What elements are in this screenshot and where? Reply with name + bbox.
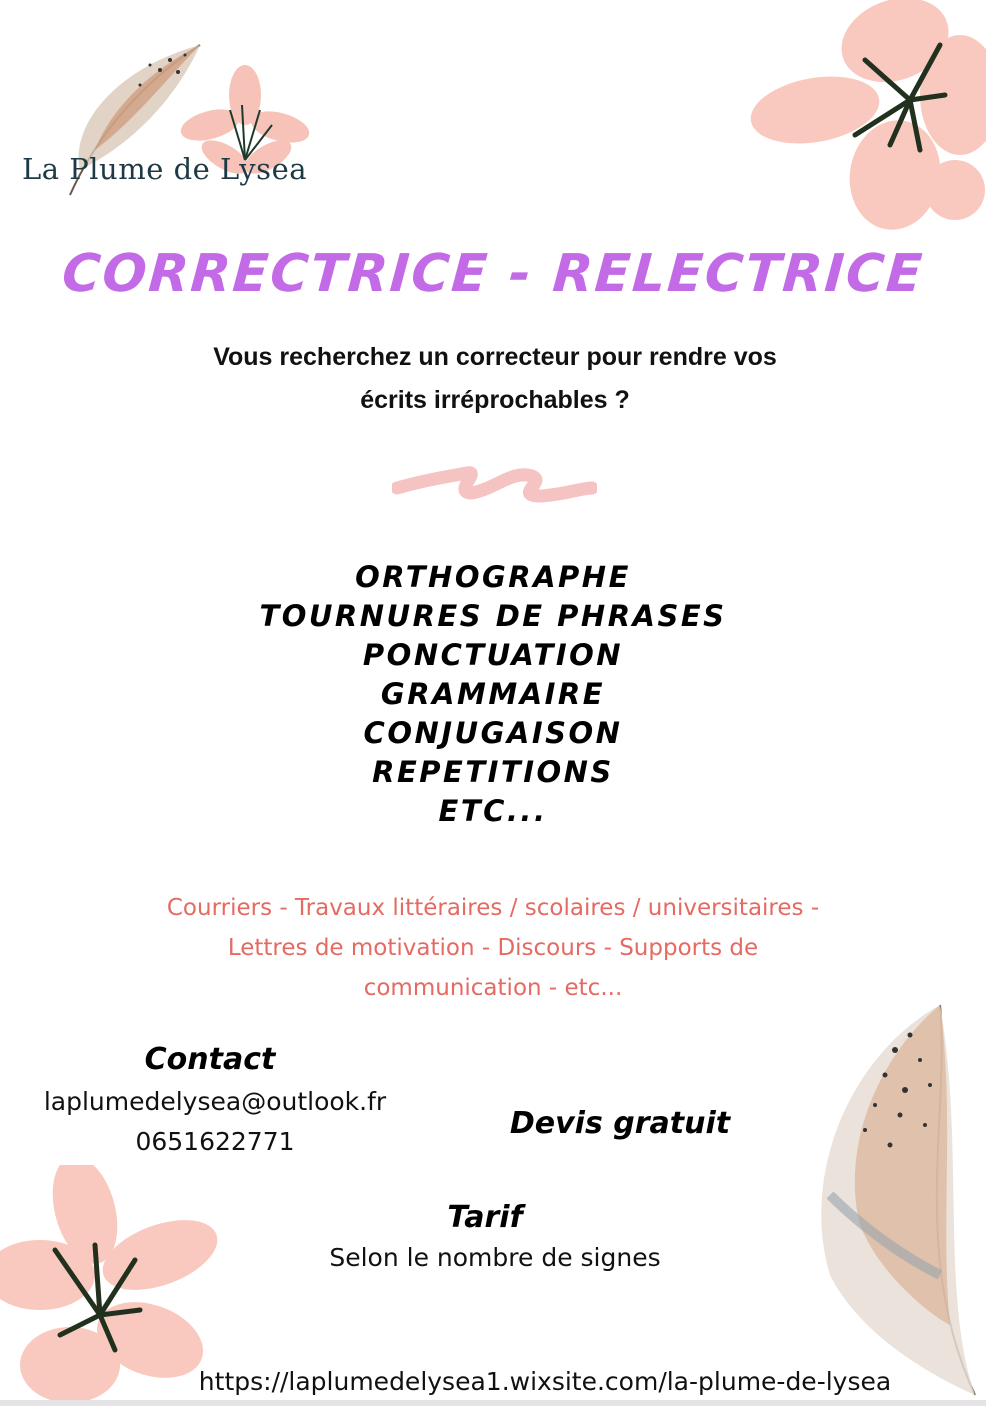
subtitle-line: Vous recherchez un correcteur pour rendre vos bbox=[213, 343, 777, 371]
services-list bbox=[0, 558, 986, 831]
subtitle-line: écrits irréprochables ? bbox=[360, 386, 630, 414]
document-types bbox=[120, 888, 866, 1008]
logo-text: La Plume de Lysea bbox=[22, 152, 308, 186]
service-item: ETC... bbox=[438, 794, 548, 828]
contact-email[interactable]: laplumedelysea@outlook.fr bbox=[43, 1087, 387, 1116]
page-title: CORRECTRICE - RELECTRICE bbox=[60, 244, 926, 304]
contact-heading: Contact bbox=[144, 1042, 276, 1077]
free-quote-label: Devis gratuit bbox=[509, 1106, 731, 1141]
service-item: TOURNURES DE PHRASES bbox=[259, 599, 727, 633]
service-item: REPETITIONS bbox=[372, 755, 614, 789]
feather-icon bbox=[790, 995, 986, 1400]
document-types-line: Courriers - Travaux littéraires / scolaires / universitaires - bbox=[166, 895, 820, 921]
lily-flower-icon bbox=[745, 0, 986, 235]
document-types-line: communication - etc... bbox=[363, 975, 623, 1001]
subtitle bbox=[130, 336, 860, 422]
service-item: GRAMMAIRE bbox=[380, 677, 606, 711]
contact-phone[interactable]: 0651622771 bbox=[135, 1127, 295, 1156]
tarif-text: Selon le nombre de signes bbox=[329, 1243, 661, 1272]
tarif-heading: Tarif bbox=[447, 1200, 523, 1235]
service-item: ORTHOGRAPHE bbox=[355, 560, 631, 594]
document-types-line: Lettres de motivation - Discours - Supports de bbox=[227, 935, 759, 961]
service-item: CONJUGAISON bbox=[363, 716, 623, 750]
website-link[interactable]: https://laplumedelysea1.wixsite.com/la-plume-de-lysea bbox=[198, 1367, 892, 1396]
service-item: PONCTUATION bbox=[362, 638, 624, 672]
bottom-divider bbox=[0, 1400, 986, 1406]
squiggle-divider bbox=[392, 458, 597, 508]
